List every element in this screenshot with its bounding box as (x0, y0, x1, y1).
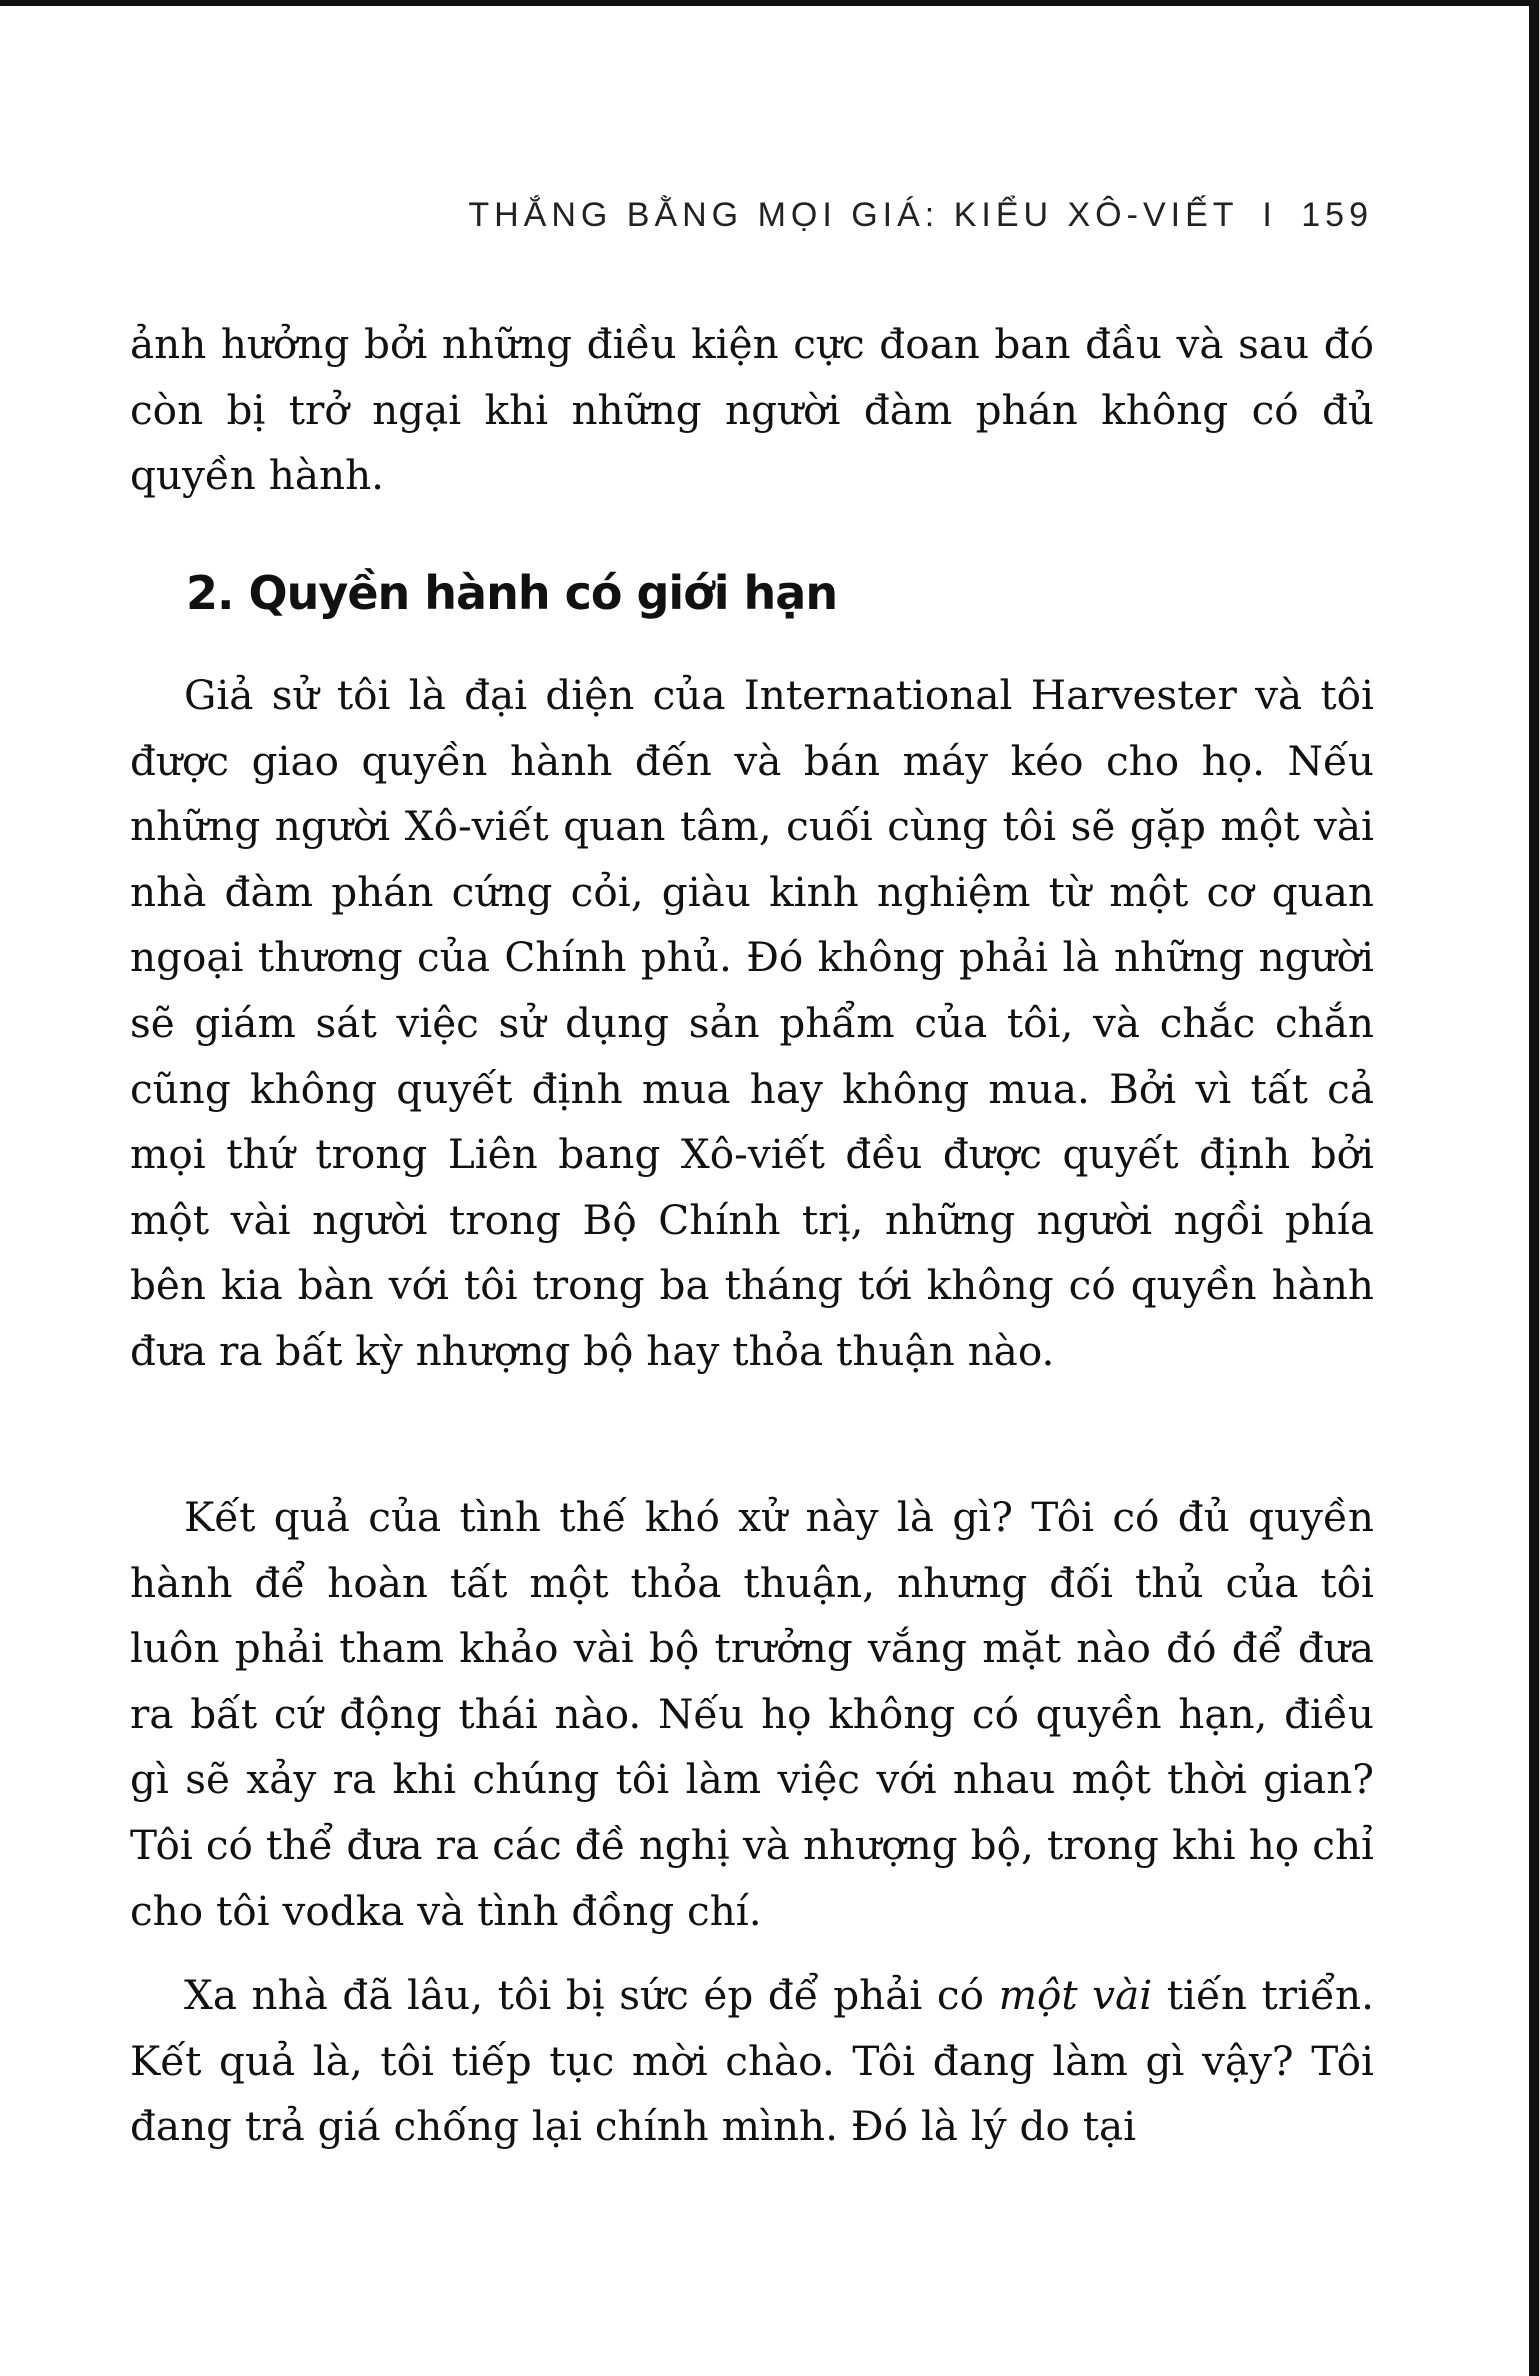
paragraph-1: Giả sử tôi là đại diện của International Harvester và tôi được giao quyền hành đến và bán máy kéo cho họ. Nếu những người Xô-viết quan tâm, cuối cùng tôi sẽ gặp một vài nhà đàm phán cứng cỏi, giàu kinh nghiệm từ một cơ quan ngoại thương của Chính phủ. Đó không phải là những người sẽ giám sát việc sử dụng sản phẩm của tôi, và chắc chắn cũng không quyết định mua hay không mua. Bởi vì tất cả mọi thứ trong Liên bang Xô-viết đều được quyết định bởi một vài người trong Bộ Chính trị, những người ngồi phía bên kia bàn với tôi trong ba tháng tới không có quyền hành đưa ra bất kỳ nhượng bộ hay thỏa thuận nào. (130, 671, 1374, 1375)
paragraph-3-block (130, 1963, 1374, 2160)
paragraph-2: Kết quả của tình thế khó xử này là gì? Tôi có đủ quyền hành để hoàn tất một thỏa thuận, nhưng đối thủ của tôi luôn phải tham khảo vài bộ trưởng vắng mặt nào đó để đưa ra bất cứ động thái nào. Nếu họ không có quyền hạn, điều gì sẽ xảy ra khi chúng tôi làm việc với nhau một thời gian? Tôi có thể đưa ra các đề nghị và nhượng bộ, trong khi họ chỉ cho tôi vodka và tình đồng chí. (130, 1493, 1374, 1935)
paragraph-3-text-after: tiến triển. Kết quả là, tôi tiếp tục mời chào. Tôi đang làm gì vậy? Tôi đang trả giá chống lại chính mình. Đó là lý do tại (130, 1971, 1374, 2151)
running-title: THẮNG BẰNG MỌI GIÁ: KIỂU XÔ-VIẾT (468, 196, 1238, 234)
page-number: 159 (1301, 196, 1373, 234)
paragraph-3-text-before: Xa nhà đã lâu, tôi bị sức ép để phải có (184, 1971, 999, 2019)
paragraph-2-block (130, 1485, 1374, 1944)
header-separator: I (1262, 196, 1277, 234)
intro-paragraph: ảnh hưởng bởi những điều kiện cực đoan ban đầu và sau đó còn bị trở ngại khi những người đàm phán không có đủ quyền hành. (130, 320, 1374, 500)
paragraph-3-emphasis: một vài (998, 1971, 1153, 2019)
scan-edge-top (0, 0, 1539, 6)
intro-paragraph-block (130, 312, 1374, 509)
running-header (468, 196, 1373, 235)
section-heading: 2. Quyền hành có giới hạn (186, 566, 838, 620)
paragraph-1-block (130, 663, 1374, 1385)
paragraph-3 (130, 1963, 1374, 2160)
scan-edge-right (1529, 0, 1539, 2376)
